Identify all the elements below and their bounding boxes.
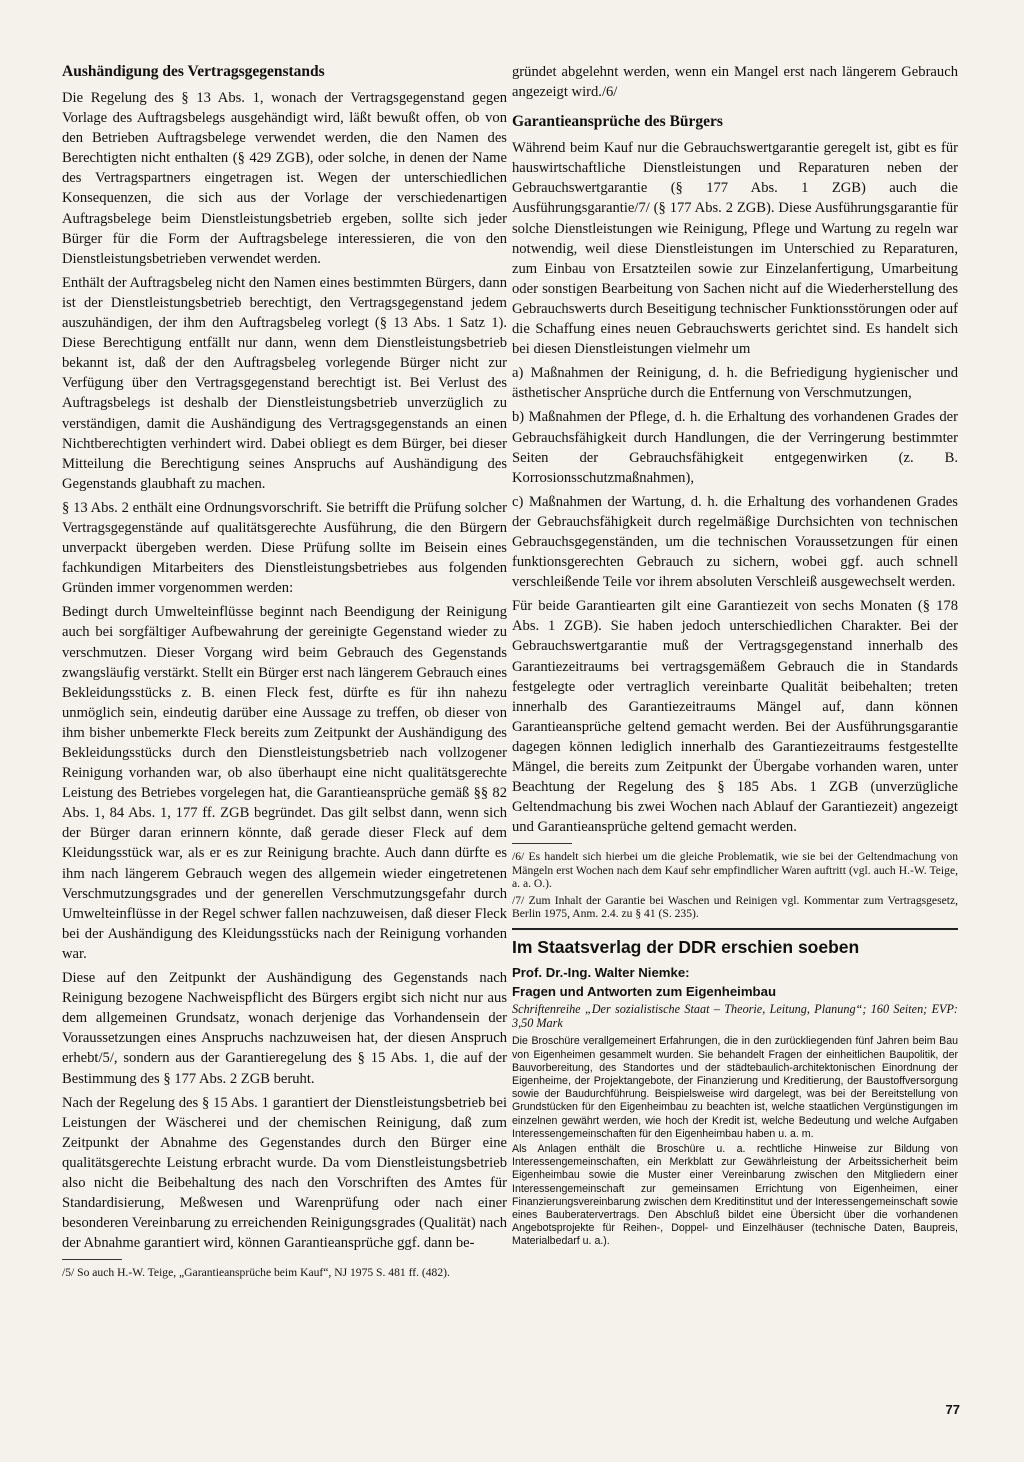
paragraph-continuation: gründet abgelehnt werden, wenn ein Mangel erst nach längerem Gebrauch angezeigt wird./6/ — [512, 64, 958, 101]
section-heading-aushaendigung: Aushändigung des Vertragsgegenstands — [62, 63, 325, 80]
page-number: 77 — [945, 1402, 960, 1417]
footnote-separator — [62, 1259, 122, 1260]
section-heading-garantieansprueche: Garantieansprüche des Bürgers — [512, 113, 723, 131]
paragraph: Enthält der Auftragsbeleg nicht den Namen eines bestimmten Bürgers, dann ist der Dienstleistungsbetrieb berechtigt, den Vertragsgegenstand jedem auszuhändigen, der ihm den Auftragsbeleg vorlegt (§ 13 Abs. 1 Satz 1). Diese Berechtigung entfällt nur dann, wenn dem Dienstleistungsbetrieb bekannt ist, daß der den Auftragsbeleg vorlegende Bürger nicht zur Verfügung über den Vertragsgegenstand berechtigt ist. Bei Verlust des Auftragsbelegs ist deshalb der Dienstleistungsbetrieb unverzüglich zu verständigen, damit die Aushändigung des Vertragsgegenstands an einen Nichtberechtigten verhindert wird. Dabei obliegt es dem Bürger, bei dieser Mitteilung die Berechtigung seines Anspruchs auf Aushändigung des Gegenstands glaubhaft zu machen. — [62, 274, 507, 492]
list-item-a: a) Maßnahmen der Reinigung, d. h. die Befriedigung hygienischer und ästhetischer Ansprüche durch die Entfernung von Verschmutzungen, — [512, 365, 958, 402]
left-column — [62, 62, 507, 1283]
list-item-b: b) Maßnahmen der Pflege, d. h. die Erhaltung des vorhandenen Grades der Gebrauchsfähigkeit durch Handlungen, die der Verringerung bestimmter Seiten der Gebrauchsfähigkeit entgegenwirken (z. B. Korrosionsschutzmaßnahmen), — [512, 409, 958, 486]
right-column — [512, 62, 958, 1251]
advert-description: Die Broschüre verallgemeinert Erfahrungen, die in den zurückliegenden fünf Jahren beim Bau von Eigenheimen gesammelt wurden. Sie behandelt Fragen der einheitlichen Baupolitik, der Bauvorbereitung, des Standortes und der städtebaulich-architektonischen Einordnung der Eigenheime, der Projektangebote, der Finanzierung und Kreditierung, der Baustoffversorgung sowie der Baudurchführung. Beispielsweise wird dargelegt, was bei der Bereitstellung von Grundstücken für den Eigenheimbau zu beachten ist, welche staatlichen Vergünstigungen im einzelnen gewährt werden, wie hoch der Kredit ist, welche Bedeutung und welche Aufgaben Interessengemeinschaften für den Eigenheimbau haben u. a. m. — [512, 1035, 958, 1140]
footnote-6: /6/ Es handelt sich hierbei um die gleiche Problematik, wie sie bei der Geltendmachung von Mängeln erst Wochen nach dem Kauf sehr empfindlicher Waren auftritt (vgl. auch H.-W. Teige, a. a. O.). — [512, 850, 958, 891]
footnote-7: /7/ Zum Inhalt der Garantie bei Waschen und Reinigen vgl. Kommentar zum Vertragsgesetz, Berlin 1975, Anm. 2.4. zu § 41 (S. 235). — [512, 893, 958, 920]
advert-description: Als Anlagen enthält die Broschüre u. a. rechtliche Hinweise zur Bildung von Interessengemeinschaften, ein Merkblatt zur Gewährleistung der Arbeitssicherheit beim Eigenheimbau sowie die Muster einer Vereinbarung zwischen den Mitgliedern einer Interessengemeinschaft zur gemeinsamen Errichtung von Eigenheimen, einer Finanzierungsvereinbarung zwischen dem Kreditinstitut und der Interessengemeinschaft sowie eines Bauberatervertrags. Den Abschluß bildet eine Übersicht über die vorhandenen Angebotsprojekte für Reihen-, Doppel- und Einzelhäuser (technische Daten, Baupreis, Materialbedarf u. a.). — [512, 1143, 958, 1248]
advert-book-title: Fragen und Antworten zum Eigenheimbau — [512, 984, 777, 1000]
paragraph: Die Regelung des § 13 Abs. 1, wonach der Vertragsgegenstand gegen Vorlage des Auftragsbelegs ausgehändigt wird, läßt bewußt offen, ob von den Betrieben Auftragsbelege verwendet werden, die den Namen des Berechtigten nicht enthalten (§ 429 ZGB), oder solche, in denen der Name des Vertragspartners eingetragen ist. Wegen der unterschiedlichen Konsequenzen, die sich aus der Vorlage der verschiedenartigen Auftragsbelege beim Dienstleistungsbetrieb ergeben, sollte sich jeder Bürger für die Form der Auftragsbelege interessieren, die von den Dienstleistungsbetrieben verwendet werden. — [62, 90, 507, 267]
paragraph: Während beim Kauf nur die Gebrauchswertgarantie geregelt ist, gibt es für hauswirtschaftliche Dienstleistungen und Reparaturen neben der Gebrauchswertgarantie (§ 177 Abs. 1 ZGB) auch die Ausführungsgarantie/7/ (§ 177 Abs. 2 ZGB). Diese Ausführungsgarantie für solche Dienstleistungen wie Reinigung, Pflege und Wartung zu regeln war notwendig, weil diese Dienstleistungen im Unterschied zu Reparaturen, zum Einbau von Ersatzteilen sowie zur Einzelanfertigung, Umarbeitung oder sonstigen Bearbeitung von Sachen nicht auf die Wiederherstellung des Gebrauchswerts durch Beseitigung technischer Funktionsstörungen oder auf die Schaffung eines neuen Gebrauchswerts gerichtet sind. Es handelt sich bei diesen Dienstleistungen vielmehr um — [512, 140, 958, 358]
list-item-c: c) Maßnahmen der Wartung, d. h. die Erhaltung des vorhandenen Grades der Gebrauchsfähigkeit durch regelmäßige Durchsichten von technischen Gebrauchsgegenständen, um die technischen Voraussetzungen für einen funktionsgerechten Gebrauch zu sichern, wobei ggf. auch schnell verschleißende Teile vor ihrem absoluten Verschleiß ausgewechselt werden. — [512, 493, 958, 591]
advert-series-info: Schriftenreihe „Der sozialistische Staat – Theorie, Leitung, Planung“; 160 Seiten; EVP: 3,50 Mark — [512, 1002, 958, 1031]
paragraph: § 13 Abs. 2 enthält eine Ordnungsvorschrift. Sie betrifft die Prüfung solcher Vertragsgegenstände auf qualitätsgerechte Ausführung, die den Bürgern unverpackt übergeben werden. Diese Prüfung sollte im Beisein eines fachkundigen Mitarbeiters des Dienstleistungsbetriebes aus folgenden Gründen immer vorgenommen werden: — [62, 499, 507, 597]
footnote-5: /5/ So auch H.-W. Teige, „Garantieansprüche beim Kauf“, NJ 1975 S. 481 ff. (482). — [62, 1266, 450, 1280]
paragraph: Bedingt durch Umwelteinflüsse beginnt nach Beendigung der Reinigung auch bei sorgfältiger Aufbewahrung der gereinigte Gegenstand wieder zu verschmutzen. Dieser Vorgang wird beim Gebrauch des Gegenstands zwangsläufig verstärkt. Stellt ein Bürger erst nach längerem Gebrauch eines Bekleidungsstücks z. B. einen Fleck fest, dürfte es für ihn nahezu unmöglich sein, eindeutig darüber eine Aussage zu treffen, ob dieser von ihm bisher unbemerkte Fleck bereits zum Zeitpunkt der Aushändigung des Bekleidungsstücks durch den Dienstleistungsbetrieb nach vollzogener Reinigung vorhanden war, ob also überhaupt eine nicht qualitätsgerechte Leistung des Betriebes vorgelegen hat, die Garantieansprüche gemäß §§ 82 Abs. 1, 84 Abs. 1, 177 ff. ZGB begründet. Das gilt selbst dann, wenn sich der Bürger daran erinnern könnte, daß gerade dieser Fleck auf dem Kleidungsstück war, als er es zur Reinigung brachte. Auch dann dürfte es ihm nach längerem Gebrauch wegen des allgemein wieder eingetretenen Verschmutzungsgrades und der generellen Verschmutzungsgefahr durch Umwelteinflüsse in der Regel schwer fallen nachzuweisen, daß dieser Fleck bei der Aushändigung des Kleidungsstücks nach der Reinigung vorhanden war. — [62, 604, 507, 962]
advert-separator — [512, 928, 958, 930]
advert-author: Prof. Dr.-Ing. Walter Niemke: — [512, 965, 690, 981]
advert-title: Im Staatsverlag der DDR erschien soeben — [512, 937, 860, 958]
paragraph: Für beide Garantiearten gilt eine Garantiezeit von sechs Monaten (§ 178 Abs. 1 ZGB). Sie haben jedoch unterschiedlichen Charakter. Bei der Gebrauchswertgarantie muß der Vertragsgegenstand innerhalb des Garantiezeitraums bei vertragsgemäßem Gebrauch die in Standards festgelegte oder vertraglich vereinbarte Qualität beibehalten; treten innerhalb des Garantiezeitraums Mängel auf, dann können Garantieansprüche geltend gemacht werden. Bei der Ausführungsgarantie dagegen können lediglich innerhalb des Garantiezeitraums festgestellte Mängel, die bereits zum Zeitpunkt der Übergabe vorhanden waren, unter Beachtung der Regelung des § 185 Abs. 1 ZGB (unverzügliche Geltendmachung bis zwei Wochen nach Ablauf der Garantiezeit) angezeigt und Garantieansprüche geltend gemacht werden. — [512, 598, 958, 836]
publisher-advert — [512, 936, 958, 1248]
footnote-separator — [512, 843, 572, 844]
paragraph: Nach der Regelung des § 15 Abs. 1 garantiert der Dienstleistungsbetrieb bei Leistungen der Wäscherei und der chemischen Reinigung, daß zum Zeitpunkt der Abnahme des Gegenstandes durch den Bürger eine qualitätsgerechte Leistung erbracht wurde. Da vom Dienstleistungsbetrieb also nicht die Beibehaltung des nach den Vorschriften des Amtes für Standardisierung, Meßwesen und Warenprüfung oder nach einer besonderen Vereinbarung zu erreichenden Reinigungsgrades (Qualität) nach der Abnahme garantiert wird, können Garantieansprüche ggf. dann be- — [62, 1094, 507, 1252]
paragraph: Diese auf den Zeitpunkt der Aushändigung des Gegenstands nach Reinigung bezogene Nachweispflicht des Bürgers ergibt sich nicht nur aus dem allgemeinen Grundsatz, wonach derjenige das Vorhandensein der Voraussetzungen eines Anspruchs nachzuweisen hat, der diesen Anspruch erhebt/5/, sondern aus der Garantieregelung des § 15 Abs. 1, die auf der Bestimmung des § 177 Abs. 2 ZGB beruht. — [62, 970, 507, 1087]
